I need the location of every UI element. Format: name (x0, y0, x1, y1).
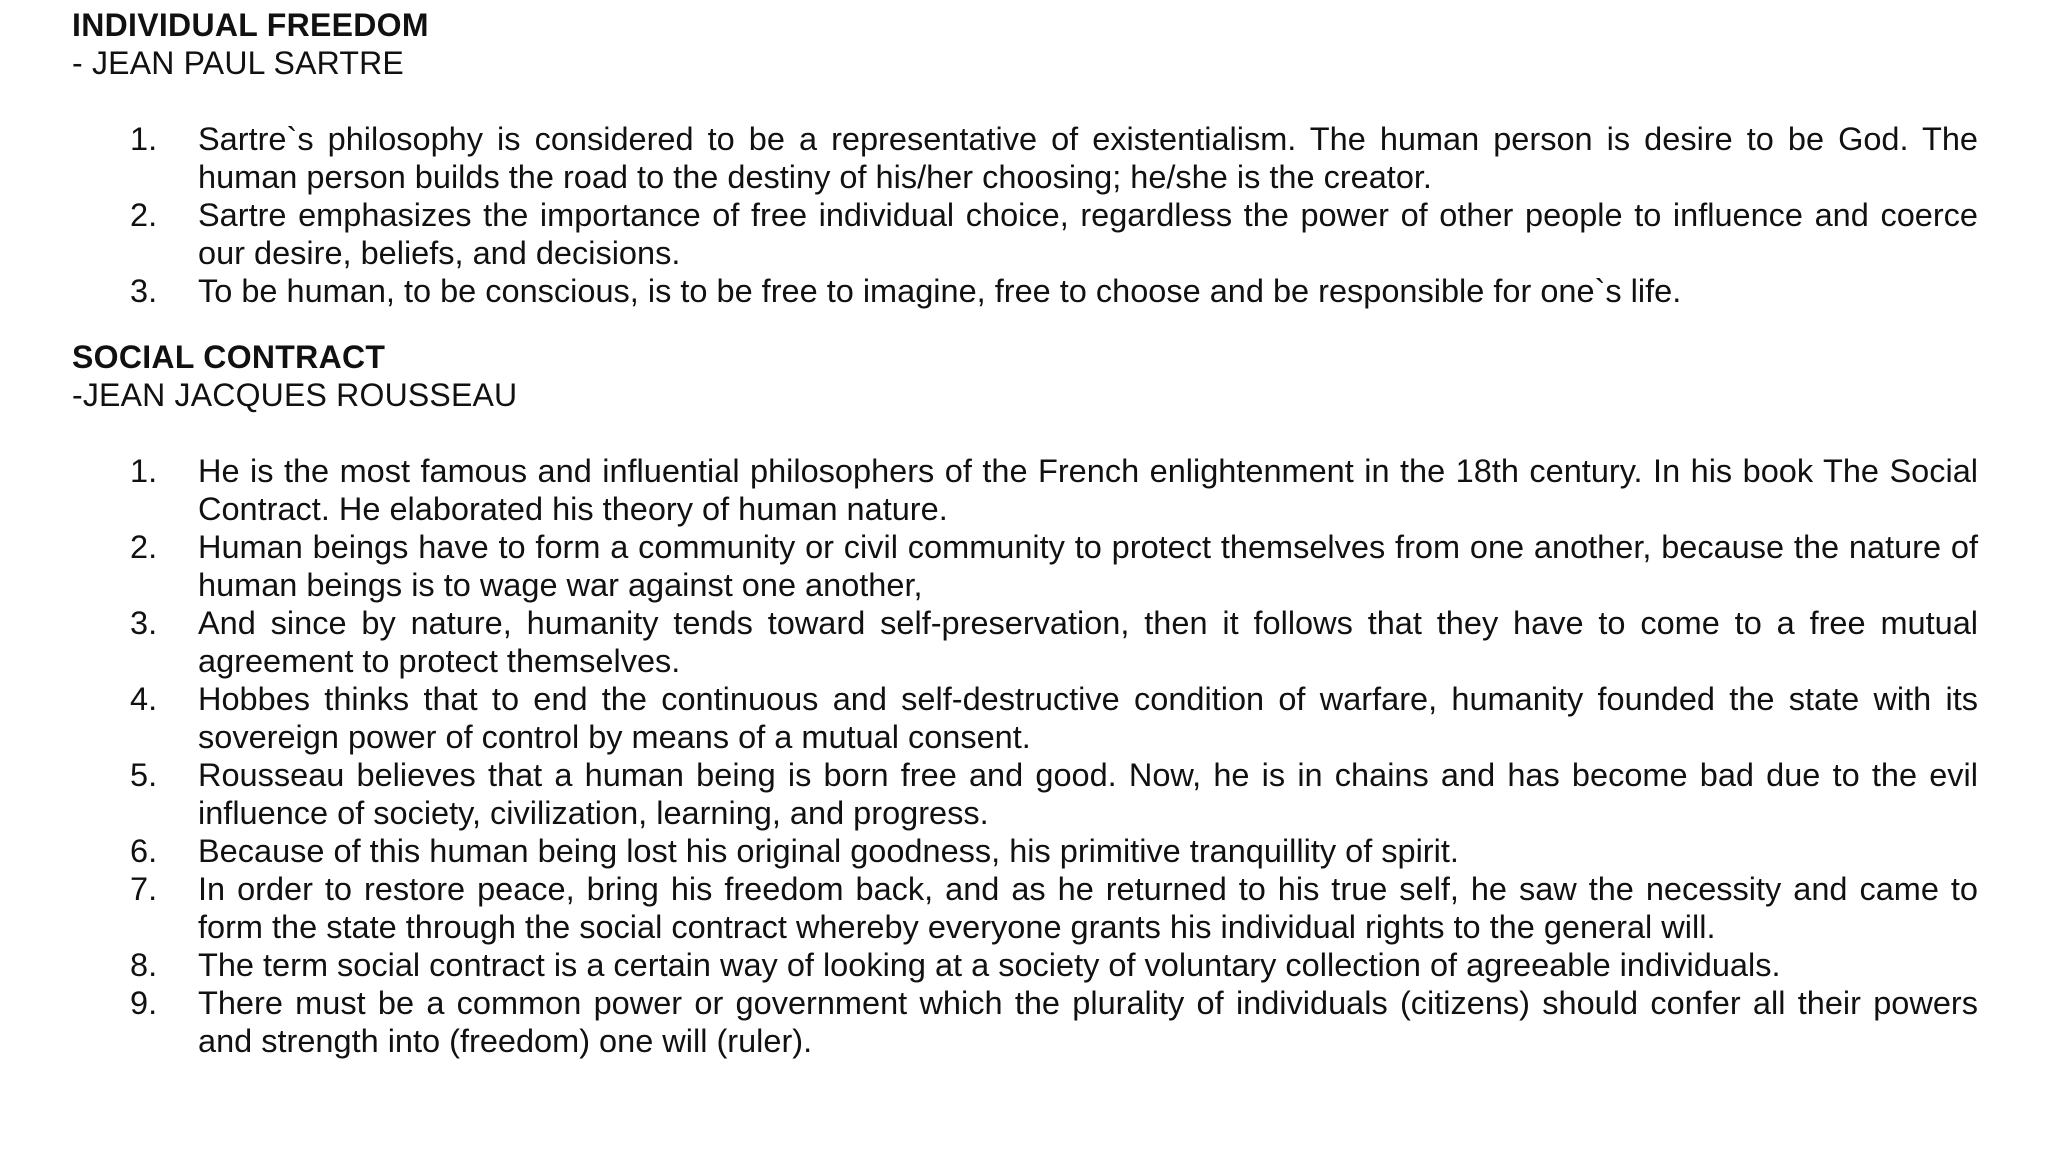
item-text: In order to restore peace, bring his freedom back, and as he returned to his true self, he saw the necessity and came to form the state through the social contract whereby everyone grants his individual rights to the general will. (198, 871, 1978, 945)
list-item (72, 870, 1980, 946)
item-text: Human beings have to form a community or civil community to protect themselves from one another, because the nature of human beings is to wage war against one another, (198, 529, 1978, 603)
section-author: -JEAN JACQUES ROUSSEAU (72, 377, 518, 413)
item-text: Rousseau believes that a human being is born free and good. Now, he is in chains and has become bad due to the evil influence of society, civilization, learning, and progress. (198, 757, 1978, 831)
item-text: Sartre`s philosophy is considered to be a representative of existentialism. The human person is desire to be God. The human person builds the road to the destiny of his/her choosing; he/she is the creator. (198, 121, 1978, 195)
list-item (72, 680, 1980, 756)
item-text: There must be a common power or government which the plurality of individuals (citizens) should confer all their powers and strength into (freedom) one will (ruler). (198, 985, 1978, 1059)
section-social-contract (72, 338, 1980, 1060)
list-item (72, 832, 1980, 870)
item-text: Sartre emphasizes the importance of free individual choice, regardless the power of other people to influence and coerce our desire, beliefs, and decisions. (198, 197, 1978, 271)
list-item (72, 984, 1980, 1060)
list-item (72, 196, 1980, 272)
item-number: 2. (130, 529, 158, 565)
item-number: 3. (130, 605, 158, 641)
section-author: - JEAN PAUL SARTRE (72, 45, 404, 81)
numbered-list (72, 120, 1980, 310)
item-text: Hobbes thinks that to end the continuous and self-destructive condition of warfare, humanity founded the state with its sovereign power of control by means of a mutual consent. (198, 681, 1978, 755)
list-item (72, 272, 1980, 310)
section-individual-freedom (72, 6, 1980, 310)
item-text: To be human, to be conscious, is to be free to imagine, free to choose and be responsible for one`s life. (198, 273, 1682, 309)
list-item (72, 452, 1980, 528)
item-text: Because of this human being lost his original goodness, his primitive tranquillity of spirit. (198, 833, 1459, 869)
item-text: The term social contract is a certain way of looking at a society of voluntary collection of agreeable individuals. (198, 947, 1781, 983)
document-page (72, 6, 1980, 1060)
list-item (72, 946, 1980, 984)
item-number: 7. (130, 871, 158, 907)
item-number: 4. (130, 681, 158, 717)
item-number: 6. (130, 833, 158, 869)
item-number: 2. (130, 197, 158, 233)
item-number: 8. (130, 947, 158, 983)
section-heading: SOCIAL CONTRACT (72, 339, 386, 375)
item-number: 1. (130, 121, 158, 157)
item-number: 9. (130, 985, 158, 1021)
section-heading: INDIVIDUAL FREEDOM (72, 7, 429, 43)
list-item (72, 756, 1980, 832)
numbered-list (72, 452, 1980, 1060)
list-item (72, 120, 1980, 196)
item-number: 1. (130, 453, 158, 489)
item-number: 3. (130, 273, 158, 309)
item-text: And since by nature, humanity tends toward self-preservation, then it follows that they have to come to a free mutual agreement to protect themselves. (198, 605, 1978, 679)
list-item (72, 604, 1980, 680)
list-item (72, 528, 1980, 604)
item-text: He is the most famous and influential philosophers of the French enlightenment in the 18th century. In his book The Social Contract. He elaborated his theory of human nature. (198, 453, 1978, 527)
item-number: 5. (130, 757, 158, 793)
